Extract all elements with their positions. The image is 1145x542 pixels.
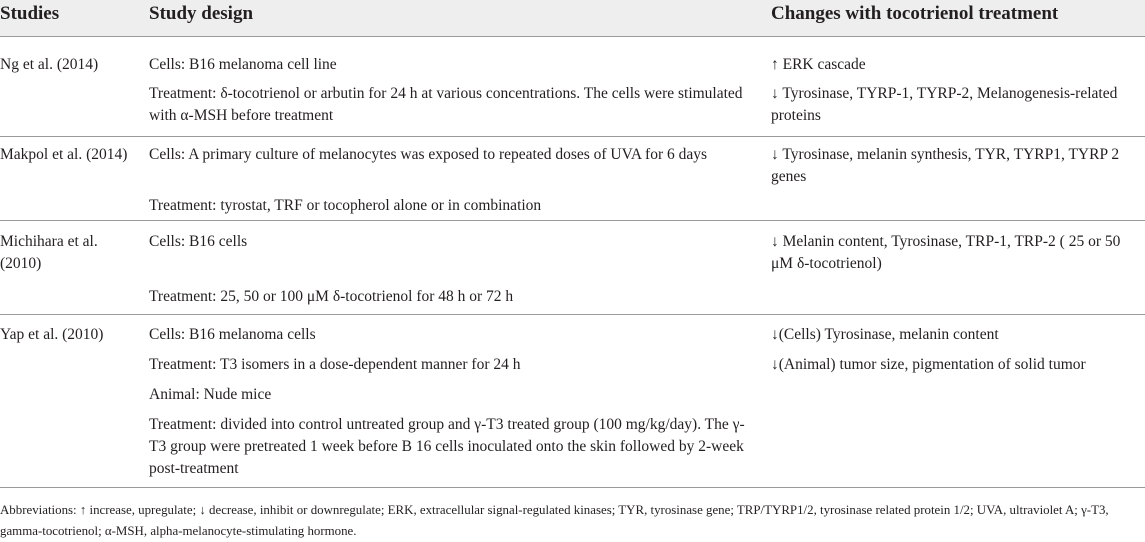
study-design-line: Treatment: 25, 50 or 100 μM δ-tocotrienol for 48 h or 72 h — [149, 288, 514, 305]
study-design-line: Cells: B16 melanoma cells — [149, 326, 316, 343]
table-row-study: Makpol et al. (2014) — [0, 146, 128, 163]
study-design-line: Treatment: tyrostat, TRF or tocopherol alone or in combination — [149, 197, 542, 214]
header-study-design: Study design — [149, 3, 254, 24]
study-design-line: Treatment: divided into control untreated group and γ-T3 treated group (100 mg/kg/day). The γ-T3 group were pretreated 1 week before B 16 cells inoculated onto the skin followed by 2-week post-treatment — [149, 416, 745, 477]
table-footnote: Abbreviations: ↑ increase, upregulate; ↓ decrease, inhibit or downregulate; ERK, extracellular signal-regulated kinases; TYR, tyrosinase gene; TRP/TYRP1/2, tyrosinase related protein 1/2; UVA, ultraviolet A; γ-T3, gamma-tocotrienol; α-MSH, alpha-melanocyte-stimulating hormone. — [0, 503, 1109, 538]
header-studies: Studies — [0, 3, 60, 24]
change-line: ↓(Animal) tumor size, pigmentation of solid tumor — [771, 356, 1086, 373]
table-header-row — [0, 0, 1145, 36]
study-design-line: Cells: B16 cells — [149, 233, 248, 250]
row-divider — [0, 220, 1145, 221]
row-divider — [0, 314, 1145, 315]
change-line: ↓ Melanin content, Tyrosinase, TRP-1, TRP-2 ( 25 or 50 μM δ-tocotrienol) — [771, 233, 1121, 272]
header-divider — [0, 36, 1145, 37]
table-row-study: Ng et al. (2014) — [0, 56, 99, 73]
study-design-line: Treatment: T3 isomers in a dose-dependent manner for 24 h — [149, 356, 521, 373]
change-line: ↓ Tyrosinase, melanin synthesis, TYR, TYRP1, TYRP 2 genes — [771, 146, 1120, 185]
table-row-study: Michihara et al. (2010) — [0, 233, 98, 272]
table-row-study: Yap et al. (2010) — [0, 326, 104, 343]
change-line: ↑ ERK cascade — [771, 56, 866, 73]
change-line: ↓(Cells) Tyrosinase, melanin content — [771, 326, 999, 343]
study-design-line: Cells: A primary culture of melanocytes was exposed to repeated doses of UVA for 6 days — [149, 146, 708, 163]
study-design-line: Treatment: δ-tocotrienol or arbutin for 24 h at various concentrations. The cells were stimulated with α-MSH before treatment — [149, 85, 743, 124]
table-bottom-rule — [0, 487, 1145, 488]
study-design-line: Animal: Nude mice — [149, 386, 272, 403]
change-line: ↓ Tyrosinase, TYRP-1, TYRP-2, Melanogenesis-related proteins — [771, 85, 1118, 124]
study-design-line: Cells: B16 melanoma cell line — [149, 56, 337, 73]
row-divider — [0, 136, 1145, 137]
header-changes: Changes with tocotrienol treatment — [771, 3, 1059, 24]
